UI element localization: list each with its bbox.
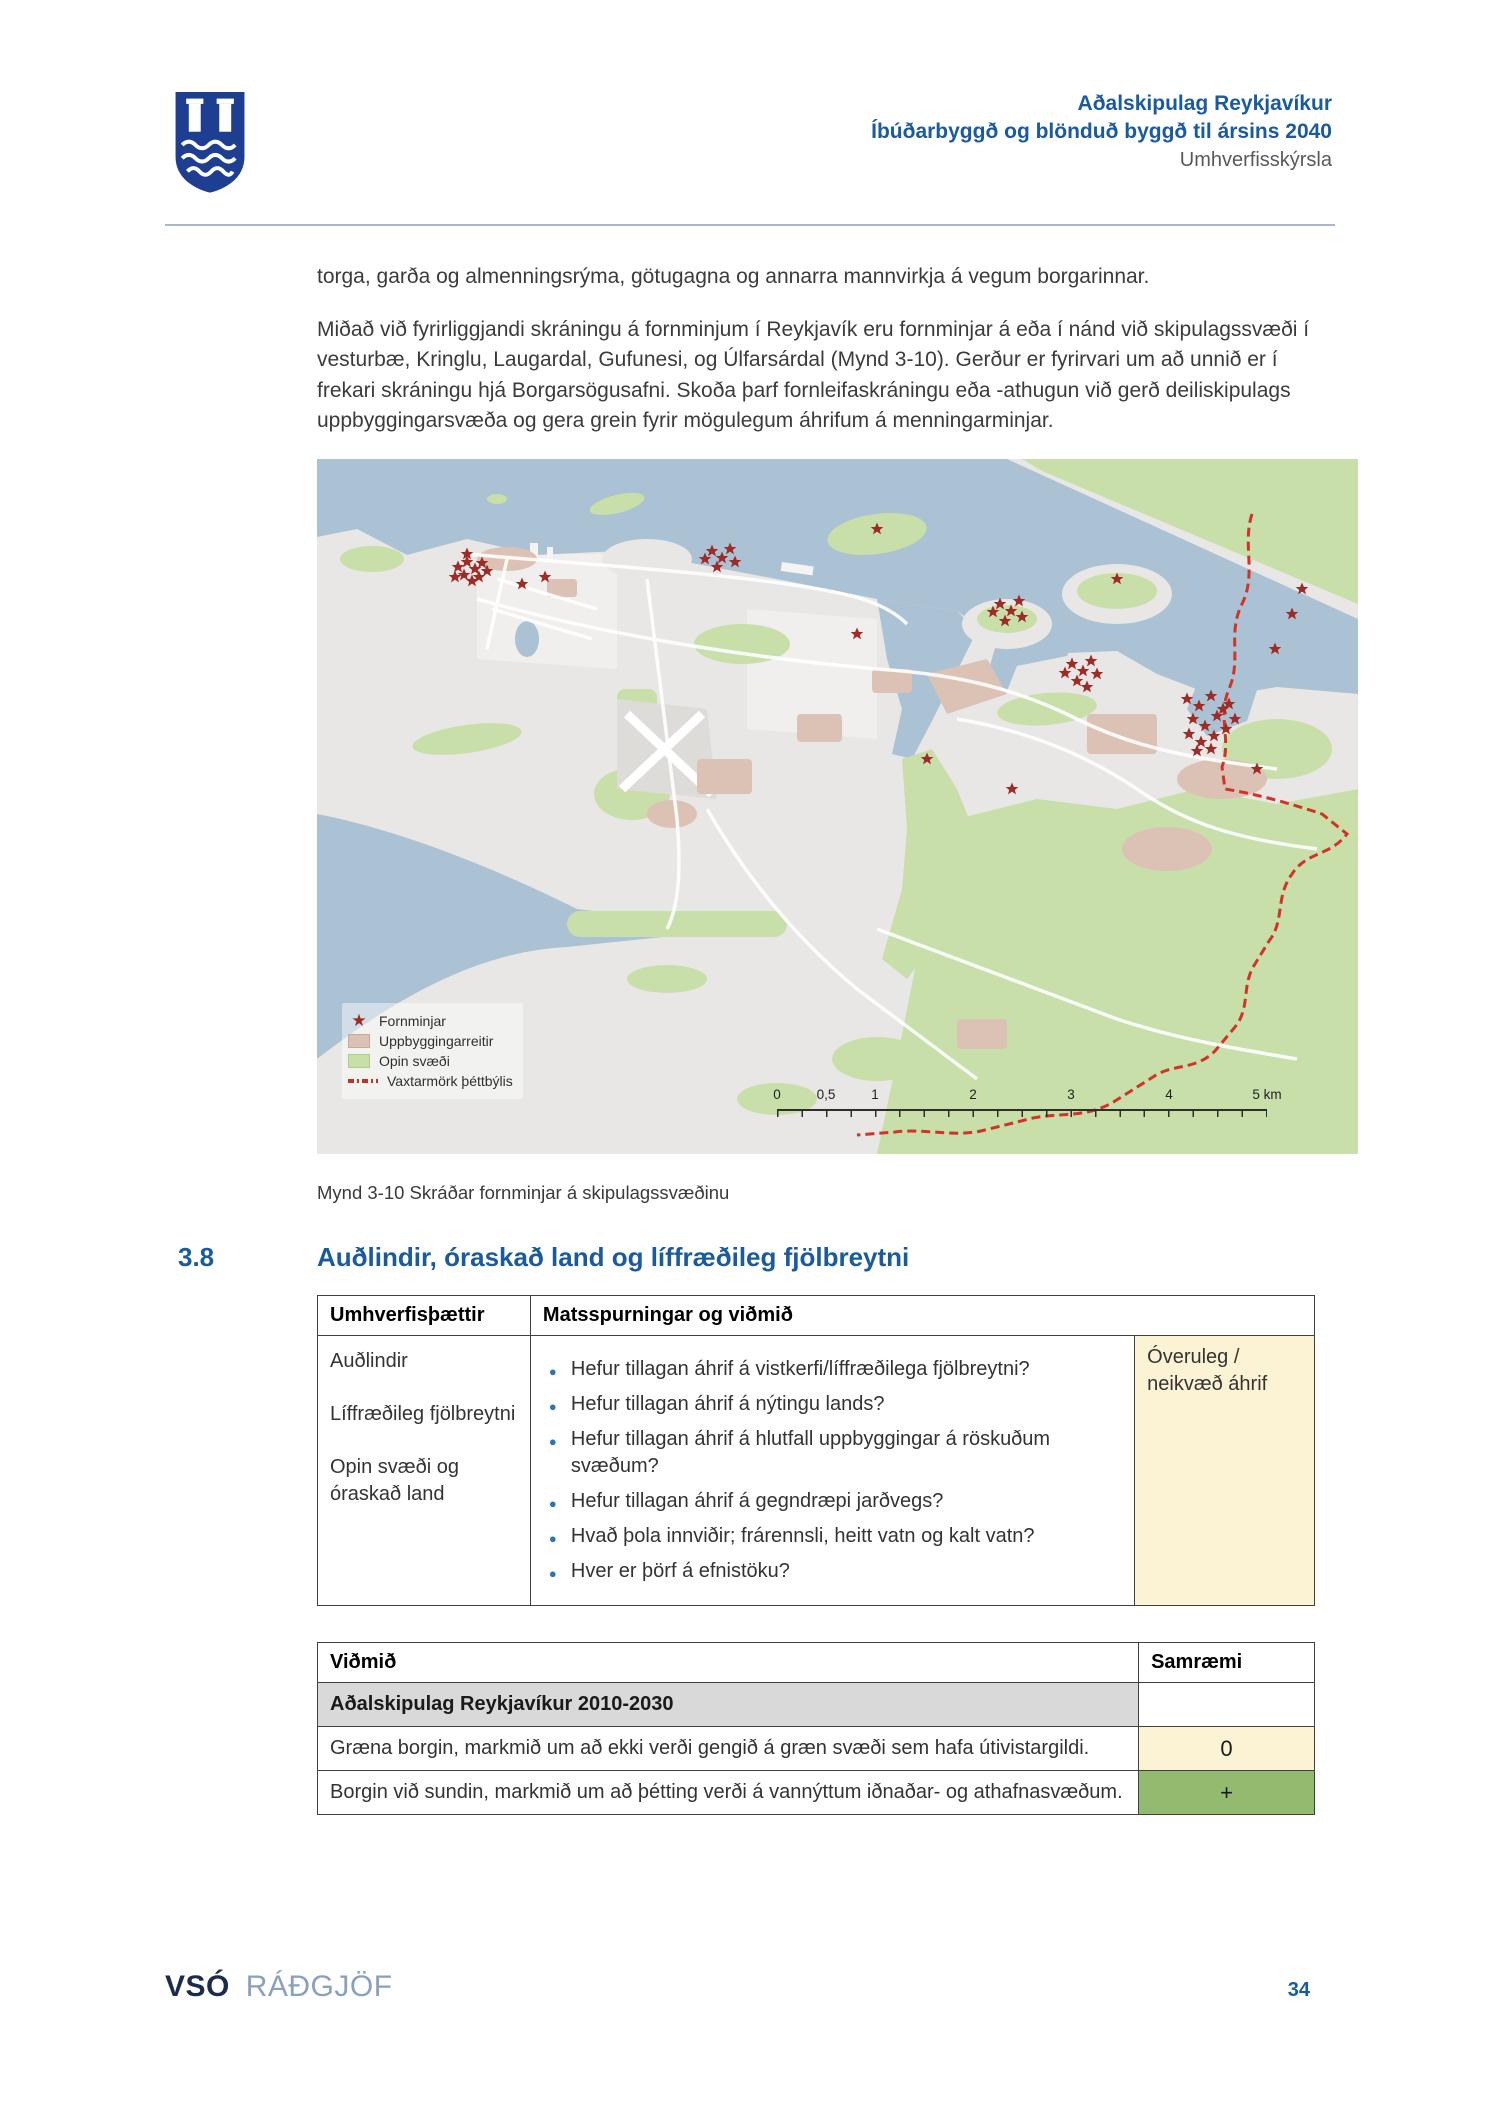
doc-subtitle: Umhverfisskýrsla xyxy=(1179,149,1332,171)
salmon-swatch-icon xyxy=(348,1034,370,1048)
legend-item-fornminjar xyxy=(348,1010,513,1030)
factor-item: Opin svæði og óraskað land xyxy=(330,1455,459,1505)
factor-item: Líffræðileg fjölbreytni xyxy=(330,1402,516,1425)
assessment-table xyxy=(317,1295,1315,1606)
page-header xyxy=(170,88,1332,194)
paragraph-1: torga, garða og almenningsrýma, götugagna og annarra mannvirkja á vegum borgarinnar. xyxy=(317,265,1150,288)
section-heading xyxy=(178,1241,1317,1273)
scale-tick: 0,5 xyxy=(816,1086,836,1102)
header-titles xyxy=(871,88,1332,174)
question-item: ● Hefur tillagan áhrif á gegndræpi jarðvegs? xyxy=(549,1488,1122,1515)
scale-tick: 0 xyxy=(773,1086,781,1102)
star-icon: ★ xyxy=(351,1010,367,1030)
scale-tick: 4 xyxy=(1165,1086,1173,1102)
brand-name-bold: VSÓ xyxy=(165,1970,230,2003)
questions-list xyxy=(543,1344,1122,1597)
question-item: ● Hefur tillagan áhrif á nýtingu lands? xyxy=(549,1391,1122,1418)
doc-title-line1: Aðalskipulag Reykjavíkur xyxy=(1077,92,1332,115)
legend-label: Vaxtarmörk þéttbýlis xyxy=(387,1072,513,1089)
table-subheader-row xyxy=(318,1682,1315,1726)
col-header-matsspurningar: Matsspurningar og viðmið xyxy=(530,1295,1314,1335)
table-row xyxy=(318,1770,1315,1814)
content-column xyxy=(178,262,1317,1815)
col-header-umhverfisthaettir: Umhverfisþættir xyxy=(318,1295,531,1335)
rating-cell: 0 xyxy=(1139,1726,1315,1770)
question-item: ● Hvað þola innviðir; frárennsli, heitt vatn og kalt vatn? xyxy=(549,1523,1122,1550)
legend-item-vaxtarmork xyxy=(348,1073,513,1089)
section-title: Auðlindir, óraskað land og líffræðileg fjölbreytni xyxy=(317,1241,910,1272)
legend-item-opin-svaedi xyxy=(348,1053,513,1069)
legend-item-uppbyggingarreitir xyxy=(348,1033,513,1049)
doc-title-line2: Íbúðarbyggð og blönduð byggð til ársins 2040 xyxy=(871,120,1332,143)
green-swatch-icon xyxy=(348,1054,370,1068)
table-header-row xyxy=(318,1295,1315,1335)
question-item: ● Hefur tillagan áhrif á hlutfall uppbyggingar á röskuðum svæðum? xyxy=(549,1426,1122,1480)
reykjavik-coat-of-arms-icon xyxy=(170,88,250,194)
question-item: ● Hver er þörf á efnistöku? xyxy=(549,1558,1122,1585)
scale-ruler xyxy=(777,1109,1267,1117)
subheader-cell: Aðalskipulag Reykjavíkur 2010-2030 xyxy=(318,1682,1139,1726)
criterion-text: Græna borgin, markmið um að ekki verði gengið á græn svæði sem hafa útivistargildi. xyxy=(318,1726,1139,1770)
scale-tick: 1 xyxy=(871,1086,879,1102)
header-divider xyxy=(165,224,1335,226)
question-item: ● Hefur tillagan áhrif á vistkerfi/líffræðilega fjölbreytni? xyxy=(549,1356,1122,1383)
paragraph-2: Miðað við fyrirliggjandi skráningu á fornminjum í Reykjavík eru fornminjar á eða í nánd við skipulagssvæði í vesturbæ, Kringlu, Laugardal, Gufunesi, og Úlfarsárdal (Mynd 3-10). Gerður er fyrirvari um að unnið er í frekari skráningu hjá Borgarsögusafni. Skoða þarf fornleifaskráningu eða -athugun við gerð deiliskipulags uppbyggingarsvæða og gera grein fyrir mögulegum áhrifum á menningarminjar. xyxy=(317,317,1310,432)
map-legend xyxy=(342,1003,523,1099)
criteria-table xyxy=(317,1642,1315,1815)
legend-label: Opin svæði xyxy=(379,1052,450,1069)
questions-cell xyxy=(530,1335,1134,1605)
figure-caption: Mynd 3-10 Skráðar fornminjar á skipulagssvæðinu xyxy=(317,1181,730,1203)
subheader-empty-cell xyxy=(1139,1682,1315,1726)
red-dashed-line-icon xyxy=(348,1079,378,1083)
scale-tick: 5 km xyxy=(1252,1086,1282,1102)
rating-cell: + xyxy=(1139,1770,1315,1814)
legend-label: Fornminjar xyxy=(379,1012,446,1029)
map-figure xyxy=(317,459,1358,1154)
brand-name-light: RÁÐGJÖF xyxy=(245,1970,393,2003)
col-header-vidmid: Viðmið xyxy=(318,1642,1139,1682)
factor-item: Auðlindir xyxy=(330,1349,408,1372)
table-row xyxy=(318,1335,1315,1605)
legend-label: Uppbyggingarreitir xyxy=(379,1032,494,1049)
company-logo xyxy=(165,1970,393,2004)
col-header-samraemi: Samræmi xyxy=(1139,1642,1315,1682)
scale-tick: 2 xyxy=(969,1086,977,1102)
page-footer xyxy=(165,1970,1310,2004)
environment-factors-cell xyxy=(318,1335,531,1605)
assessment-result-cell: Óveruleg / neikvæð áhrif xyxy=(1135,1335,1315,1605)
page-number: 34 xyxy=(1287,1979,1310,2001)
criterion-text: Borgin við sundin, markmið um að þétting verði á vannýttum iðnaðar- og athafnasvæðum. xyxy=(318,1770,1139,1814)
table-row xyxy=(318,1726,1315,1770)
scale-tick: 3 xyxy=(1067,1086,1075,1102)
table-header-row xyxy=(318,1642,1315,1682)
section-number: 3.8 xyxy=(178,1241,215,1272)
map-scale-bar xyxy=(773,1086,1282,1119)
